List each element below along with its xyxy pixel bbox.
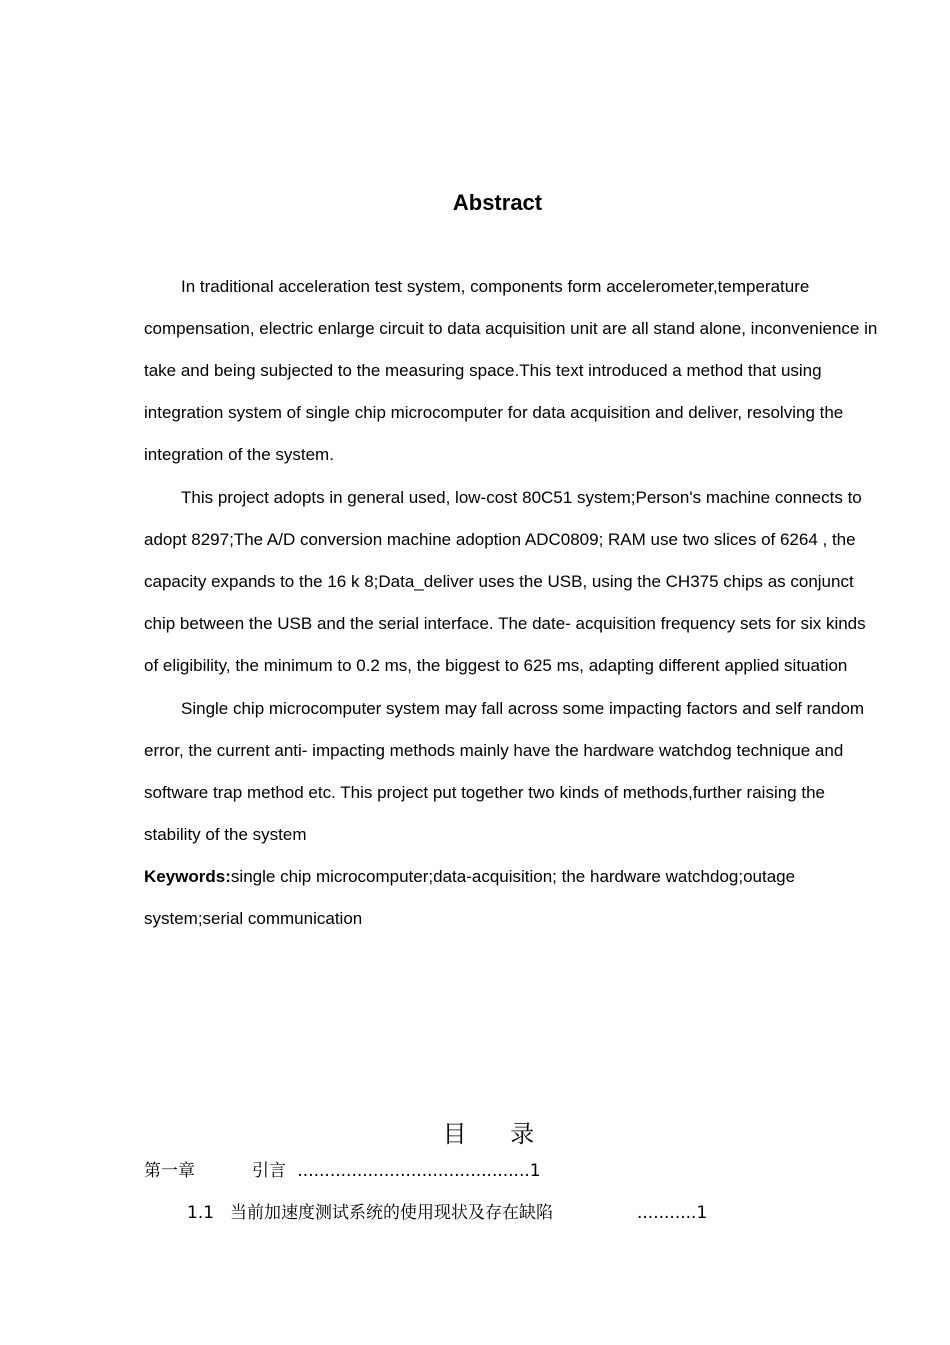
abstract-line-3: take and being subjected to the measuring space.This text introduced a method that using bbox=[144, 361, 822, 380]
abstract-line-12: error, the current anti- impacting methods mainly have the hardware watchdog technique and bbox=[144, 741, 844, 760]
toc-row-section-1-1-dots bbox=[637, 1202, 707, 1224]
abstract-line-4: integration system of single chip microcomputer for data acquisition and deliver, resolving the bbox=[144, 403, 844, 422]
abstract-line-11: Single chip microcomputer system may fall across some impacting factors and self random bbox=[181, 699, 865, 718]
toc-leader-dots: ...........1 bbox=[637, 1203, 708, 1223]
abstract-line-2: compensation, electric enlarge circuit to data acquisition unit are all stand alone, inconvenience in bbox=[144, 319, 878, 338]
abstract-line-6: This project adopts in general used, low-cost 80C51 system;Person's machine connects to bbox=[181, 488, 862, 507]
toc-title: 目 录 bbox=[442, 1120, 553, 1148]
toc-row-chapter-1[interactable] bbox=[144, 1160, 195, 1182]
toc-row-section-1-1-title[interactable] bbox=[230, 1202, 553, 1224]
abstract-line-7: adopt 8297;The A/D conversion machine adoption ADC0809; RAM use two slices of 6264 , the bbox=[144, 530, 856, 549]
keywords-text: single chip microcomputer;data-acquisition; the hardware watchdog;outage bbox=[230, 867, 796, 886]
keywords-line bbox=[144, 867, 795, 887]
abstract-line-14: stability of the system bbox=[144, 825, 307, 844]
abstract-line-13: software trap method etc. This project put together two kinds of methods,further raising the bbox=[144, 783, 825, 802]
toc-row-chapter-1-title[interactable] bbox=[252, 1160, 541, 1182]
toc-entry-title: 引言 bbox=[252, 1161, 286, 1181]
abstract-line-1: In traditional acceleration test system, components form accelerometer,temperature bbox=[181, 277, 810, 296]
keywords-line-2: system;serial communication bbox=[144, 909, 363, 928]
toc-entry-title: 当前加速度测试系统的使用现状及存在缺陷 bbox=[230, 1203, 553, 1223]
toc-number: 第一章 bbox=[144, 1161, 195, 1181]
keywords-label: Keywords: bbox=[144, 867, 231, 886]
abstract-line-9: chip between the USB and the serial interface. The date- acquisition frequency sets for six kinds bbox=[144, 614, 866, 633]
abstract-line-5: integration of the system. bbox=[144, 445, 334, 464]
abstract-line-10: of eligibility, the minimum to 0.2 ms, the biggest to 625 ms, adapting different applied situation bbox=[144, 656, 848, 675]
abstract-title: Abstract bbox=[452, 190, 543, 215]
toc-number: 1.1 bbox=[187, 1203, 215, 1223]
toc-leader-dots: ...........................................1 bbox=[297, 1161, 541, 1181]
toc-row-section-1-1-number[interactable] bbox=[187, 1202, 214, 1224]
abstract-line-8: capacity expands to the 16 k 8;Data_deliver uses the USB, using the CH375 chips as conjunct bbox=[144, 572, 854, 591]
